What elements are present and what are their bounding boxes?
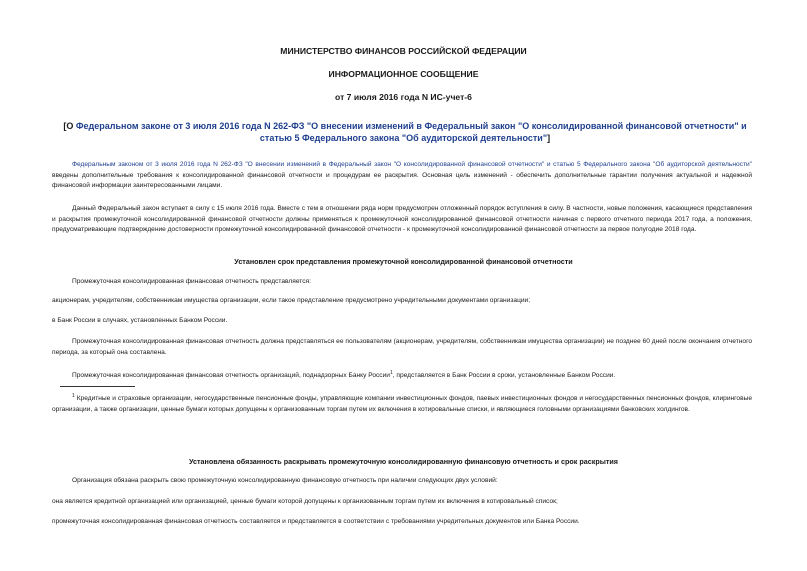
ministry-heading: МИНИСТЕРСТВО ФИНАНСОВ РОССИЙСКОЙ ФЕДЕРАЦИИ bbox=[280, 46, 527, 56]
document-type-heading: ИНФОРМАЦИОННОЕ СООБЩЕНИЕ bbox=[328, 69, 479, 79]
list-item-credit-organization: она является кредитной организацией или организацией, ценные бумаги которой допущены к организованным торгам путем их включения в котировальный список; bbox=[52, 498, 558, 505]
law-reference-link[interactable]: Федеральным законом от 3 июля 2016 года N 262-ФЗ "О внесении изменений в Федеральный закон "О консолидированной финансовой отчетности" и статью 5 Федерального закона "Об аудиторской деятельности" bbox=[72, 161, 752, 168]
document-subject bbox=[60, 120, 750, 144]
footnote-reference[interactable]: 1 bbox=[389, 370, 393, 376]
paragraph-intro bbox=[52, 160, 752, 192]
section-heading-deadline: Установлен срок представления промежуточной консолидированной финансовой отчетности bbox=[234, 257, 573, 266]
document-date-heading: от 7 июля 2016 года N ИС-учет-6 bbox=[335, 92, 472, 102]
footnote-divider bbox=[60, 386, 135, 387]
paragraph-intro-text: введены дополнительные требования к консолидированной финансовой отчетности и процедурам ее раскрытия. Основная цель изменений - обеспечить дополнительные гарантии получения актуальной и надежной финансовой информации заинтересованными лицами. bbox=[52, 171, 752, 189]
paragraph-supervised-organizations bbox=[52, 368, 752, 382]
paragraph-presented-to: Промежуточная консолидированная финансовая отчетность представляется: bbox=[72, 278, 311, 285]
paragraph-sixty-days: Промежуточная консолидированная финансовая отчетность должна представляться ее пользователям (акционерам, учредителям, собственникам имущества организации) не позднее 60 дней после окончания отчетного периода, за который она составлена. bbox=[52, 338, 752, 356]
footnote-text: Кредитные и страховые организации, негосударственные пенсионные фонды, управляющие компании инвестиционных фондов, паевых инвестиционных фондов и негосударственных пенсионных фондов, клиринговые организации, а также организации, ценные бумаги которых допущены к организованным торгам путем их включения в котировальные списки, и являющиеся головными организациями банковских холдингов. bbox=[52, 395, 752, 413]
list-item-bank-of-russia: в Банк России в случаях, установленных Банком России. bbox=[52, 317, 228, 324]
subject-law-link[interactable]: Федеральном законе от 3 июля 2016 года N 262-ФЗ "О внесении изменений в Федеральный закон "О консолидированной финансовой отчетности" и статью 5 Федерального закона "Об аудиторской деятельности" bbox=[75, 121, 747, 143]
list-item-shareholders: акционерам, учредителям, собственникам имущества организации, если такое представление предусмотрено учредительными документами организации; bbox=[52, 297, 531, 304]
supervised-text-a: Промежуточная консолидированная финансовая отчетность организаций, поднадзорных Банку России bbox=[72, 372, 390, 380]
paragraph-effective-date: Данный Федеральный закон вступает в силу с 15 июля 2016 года. Вместе с тем в отношении ряда норм предусмотрен отложенный порядок вступления в силу. В частности, новые положения, касающиеся представления и раскрытия промежуточной консолидированной финансовой отчетности должны применяться к промежуточной консолидированной финансовой отчетности начиная с первого отчетного периода 2017 года, а положения, предусматривающие подтверждение достоверности промежуточной консолидированной финансовой отчетности - к промежуточной консолидированной финансовой отчетности за первое полугодие 2018 года. bbox=[52, 205, 752, 233]
supervised-text-b: , представляется в Банк России в сроки, установленные Банком России. bbox=[392, 372, 616, 380]
footnote-mark: 1 bbox=[72, 393, 75, 399]
subject-open-bracket: [О bbox=[63, 121, 76, 131]
subject-close-bracket: ] bbox=[547, 133, 551, 143]
section-heading-disclosure: Установлена обязанность раскрывать промежуточную консолидированную финансовую отчетность и срок раскрытия bbox=[189, 457, 618, 466]
footnote bbox=[52, 391, 752, 415]
paragraph-disclosure-conditions: Организация обязана раскрыть свою промежуточную консолидированную финансовую отчетность при наличии следующих двух условий: bbox=[72, 477, 498, 484]
list-item-requirements: промежуточная консолидированная финансовая отчетность составляется и представляется в соответствии с требованиями учредительных документов или Банка России. bbox=[52, 518, 580, 525]
